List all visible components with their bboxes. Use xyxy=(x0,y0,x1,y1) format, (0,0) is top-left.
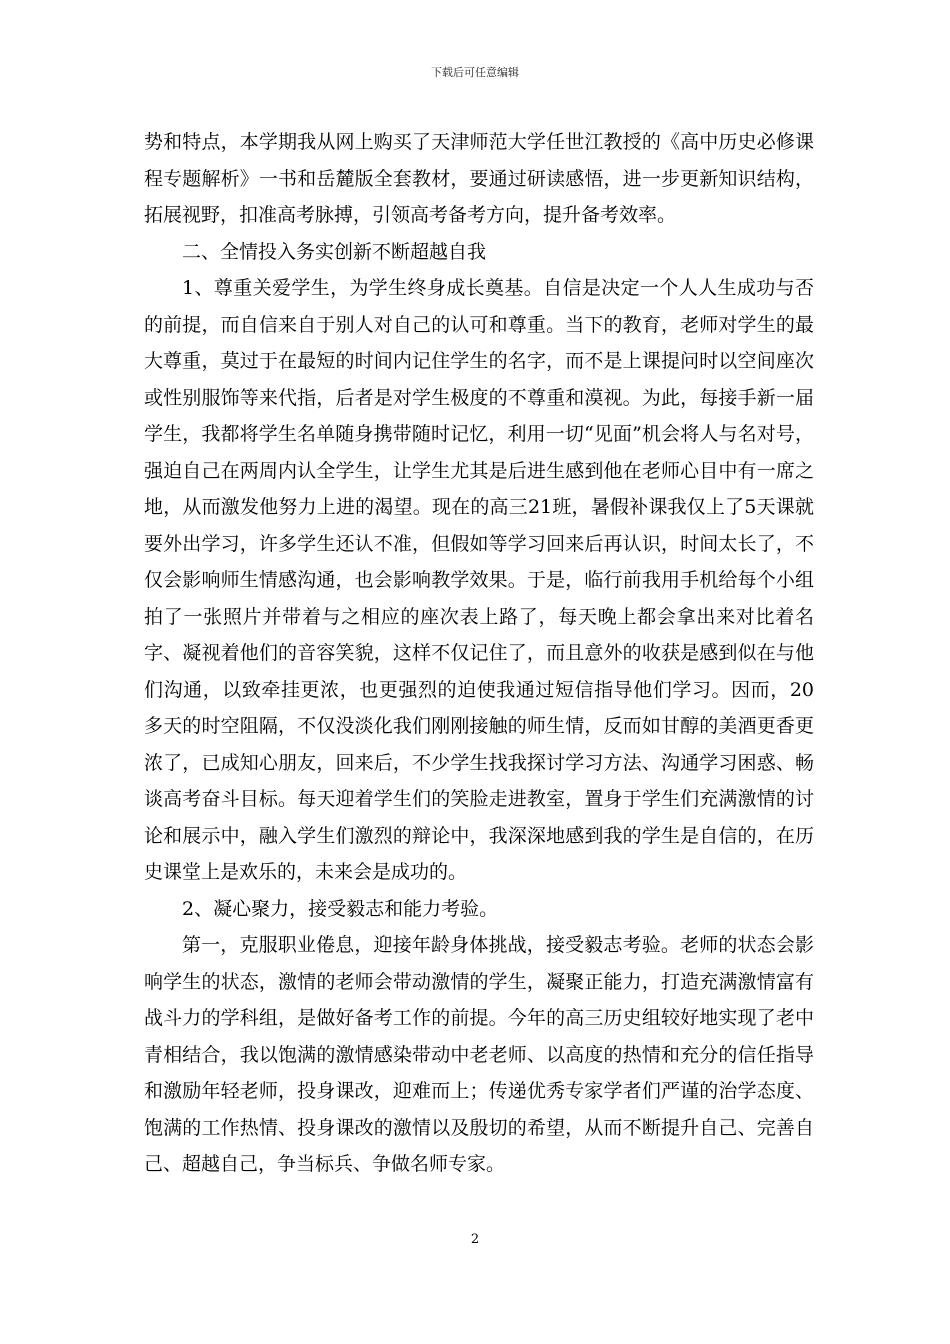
page-header: 下载后可任意编辑 xyxy=(431,66,519,79)
paragraph: 第一，克服职业倦息，迎接年龄身体挑战，接受毅志考验。老师的状态会影响学生的状态，激情的老师会带动激情的学生，凝聚正能力，打造充满激情富有战斗力的学科组，是做好备考工作的前提。今年的高三历史组较好地实现了老中青相结合，我以饱满的激情感染带动中老老师、以高度的热情和充分的信任指导和激励年轻老师，投身课改，迎难而上；传递优秀专家学者们严谨的治学态度、饱满的工作热情、投身课改的激情以及殷切的希望，从而不断提升自己、完善自己、超越自己，争当标兵、争做名师专家。 xyxy=(144,934,814,1175)
section-heading: 二、全情投入务实创新不断超越自我 xyxy=(182,240,487,263)
paragraph: 势和特点，本学期我从网上购买了天津师范大学任世江教授的《高中历史必修课程专题解析》一书和岳麓版全套教材，要通过研读感悟，进一步更新知识结构，拓展视野，扣准高考脉搏，引领高考备考方向，提升备考效率。 xyxy=(144,131,814,226)
document-body xyxy=(144,124,814,1183)
paragraph: 1、尊重关爱学生，为学生终身成长奠基。自信是决定一个人人生成功与否的前提，而自信来自于别人对自己的认可和尊重。当下的教育，老师对学生的最大尊重，莫过于在最短的时间内记住学生的名字，而不是上课提问时以空间座次或性别服饰等来代指，后者是对学生极度的不尊重和漠视。为此，每接手新一届学生，我都将学生名单随身携带随时记忆，利用一切“见面”机会将人与名对号，强迫自己在两周内认全学生，让学生尤其是后进生感到他在老师心目中有一席之地，从而激发他努力上进的渴望。现在的高三21班，暑假补课我仅上了5天课就要外出学习，许多学生还认不准，但假如等学习回来后再认识，时间太长了，不仅会影响师生情感沟通，也会影响教学效果。于是，临行前我用手机给每个小组拍了一张照片并带着与之相应的座次表上路了，每天晚上都会拿出来对比着名字、凝视着他们的音容笑貌，这样不仅记住了，而且意外的收获是感到似在与他们沟通，以致牵挂更浓，也更强烈的迫使我通过短信指导他们学习。因而，20多天的时空阻隔，不仅没淡化我们刚刚接触的师生情，反而如甘醇的美酒更香更浓了，已成知心朋友，回来后，不少学生找我探讨学习方法、沟通学习困惑、畅谈高考奋斗目标。每天迎着学生们的笑脸走进教室，置身于学生们充满激情的讨论和展示中，融入学生们激烈的辩论中，我深深地感到我的学生是自信的，在历史课堂上是欢乐的，未来会是成功的。 xyxy=(144,277,814,883)
page-number: 2 xyxy=(470,1232,480,1247)
subsection-heading: 2、凝心聚力，接受毅志和能力考验。 xyxy=(182,897,499,920)
